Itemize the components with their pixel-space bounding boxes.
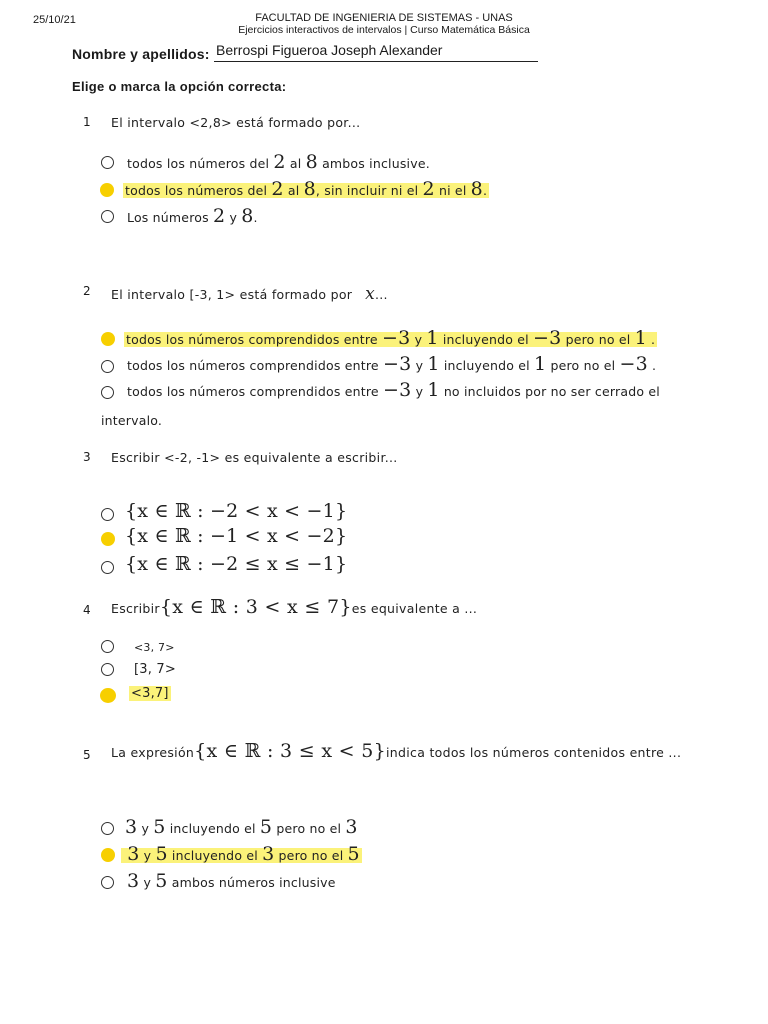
q5-option-2-label: 3 y 5 incluyendo el 3 pero no el 5	[121, 843, 362, 865]
q5-option-1-label: 3 y 5 incluyendo el 5 pero no el 3	[125, 816, 358, 838]
q1-option-1-label: todos los números del 2 al 8 ambos inclusive.	[127, 151, 430, 173]
q2-option-3-label: todos los números comprendidos entre −3 y 1 no incluidos por no ser cerrado el	[127, 379, 660, 401]
question-number-2: 2	[83, 284, 91, 298]
q1-option-1-radio[interactable]	[101, 156, 114, 169]
question-text-4: Escribir{x ∈ ℝ : 3 < x ≤ 7}es equivalente a ...	[111, 596, 478, 618]
question-text-1: El intervalo <2,8> está formado por...	[111, 115, 361, 130]
q2-option-1-label: todos los números comprendidos entre −3 y 1 incluyendo el −3 pero no el 1 .	[126, 327, 656, 349]
q4-option-3-label: <3,7]	[131, 686, 169, 701]
question-number-3: 3	[83, 450, 91, 464]
q4-option-1-label: <3, 7>	[134, 641, 175, 654]
q2-option-2-radio[interactable]	[101, 360, 114, 373]
q3-option-2-label: {x ∈ ℝ : −1 < x < −2}	[125, 525, 348, 547]
question-number-1: 1	[83, 115, 91, 129]
q4-option-3-radio[interactable]	[100, 688, 116, 703]
q2-option-3-label-cont: intervalo.	[101, 413, 163, 428]
q2-option-3-radio[interactable]	[101, 386, 114, 399]
name-field[interactable]: Berrospi Figueroa Joseph Alexander	[214, 42, 538, 62]
question-text-5: La expresión{x ∈ ℝ : 3 ≤ x < 5}indica todos los números contenidos entre ...	[111, 740, 682, 762]
page-title: FACULTAD DE INGENIERIA DE SISTEMAS - UNAS	[255, 12, 513, 24]
q1-option-3-radio[interactable]	[101, 210, 114, 223]
q1-option-3-label: Los números 2 y 8.	[127, 205, 258, 227]
q4-option-2-label: [3, 7>	[134, 662, 176, 677]
page-subtitle: Ejercicios interactivos de intervalos | Curso Matemática Básica	[238, 24, 530, 36]
question-text-2: El intervalo [-3, 1> está formado por x...	[111, 284, 388, 304]
q5-option-2-radio[interactable]	[101, 848, 115, 862]
question-number-4: 4	[83, 603, 91, 617]
instruction-text: Elige o marca la opción correcta:	[72, 79, 287, 94]
question-number-5: 5	[83, 748, 91, 762]
print-date: 25/10/21	[33, 14, 76, 26]
q3-option-1-radio[interactable]	[101, 508, 114, 521]
q5-option-3-label: 3 y 5 ambos números inclusive	[127, 870, 336, 892]
name-label: Nombre y apellidos:	[72, 46, 210, 62]
q2-option-1-radio[interactable]	[101, 332, 115, 346]
q1-option-2-radio[interactable]	[100, 183, 114, 197]
q3-option-3-label: {x ∈ ℝ : −2 ≤ x ≤ −1}	[125, 553, 348, 575]
q3-option-2-radio[interactable]	[101, 532, 115, 546]
question-text-3: Escribir <-2, -1> es equivalente a escribir...	[111, 450, 398, 465]
q3-option-1-label: {x ∈ ℝ : −2 < x < −1}	[125, 500, 348, 522]
q2-option-2-label: todos los números comprendidos entre −3 y 1 incluyendo el 1 pero no el −3 .	[127, 353, 657, 375]
q5-option-3-radio[interactable]	[101, 876, 114, 889]
q4-option-1-radio[interactable]	[101, 640, 114, 653]
q4-option-2-radio[interactable]	[101, 663, 114, 676]
q1-option-2-label: todos los números del 2 al 8, sin incluir ni el 2 ni el 8.	[125, 178, 488, 200]
q3-option-3-radio[interactable]	[101, 561, 114, 574]
q5-option-1-radio[interactable]	[101, 822, 114, 835]
